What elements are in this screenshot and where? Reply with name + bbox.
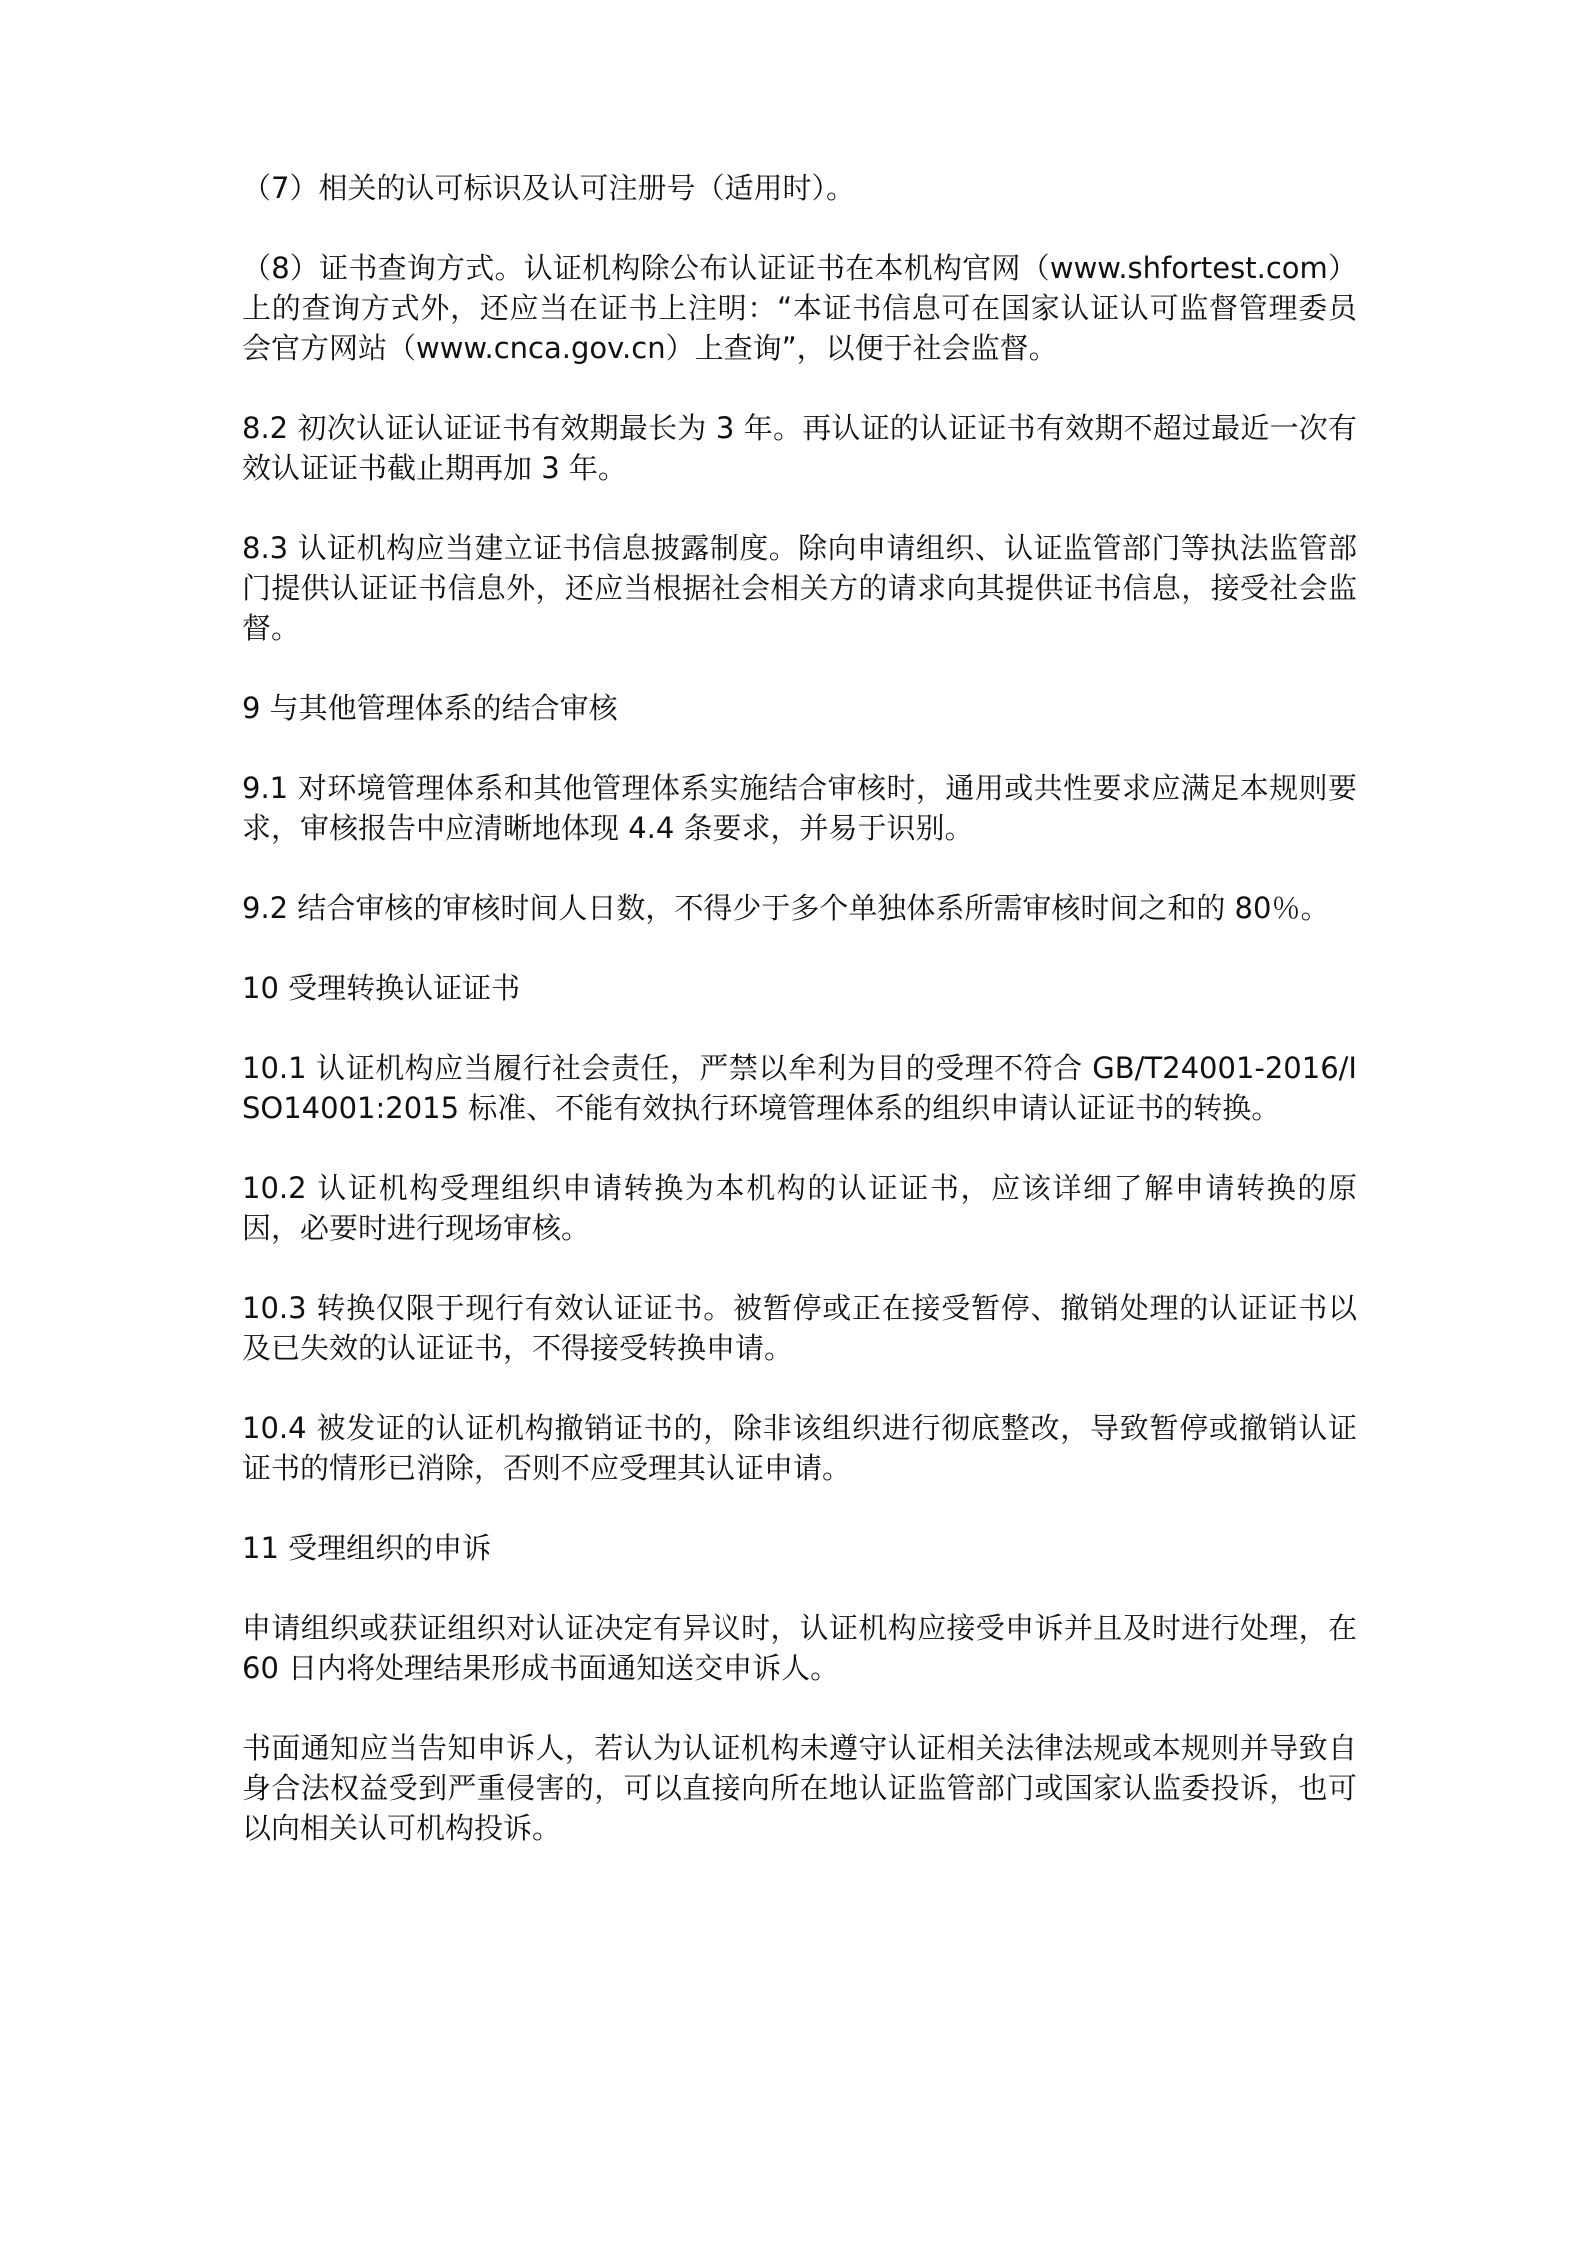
paragraph-10-2-transfer-reason: 10.2 认证机构受理组织申请转换为本机构的认证证书，应该详细了解申请转换的原因，必要时进行现场审核。 [242, 1171, 1357, 1245]
paragraph-11-appeal-handling: 申请组织或获证组织对认证决定有异议时，认证机构应接受申诉并且及时进行处理，在 60 日内将处理结果形成书面通知送交申诉人。 [242, 1611, 1357, 1685]
paragraph-10-1-responsibility: 10.1 认证机构应当履行社会责任，严禁以牟利为目的受理不符合 GB/T24001-2016/ISO14001:2015 标准、不能有效执行环境管理体系的组织申请认证证书的转换。 [242, 1051, 1357, 1125]
paragraph-9-1-combined-audit: 9.1 对环境管理体系和其他管理体系实施结合审核时，通用或共性要求应满足本规则要求，审核报告中应清晰地体现 4.4 条要求，并易于识别。 [242, 771, 1357, 845]
document-body [242, 168, 1357, 1888]
paragraph-10-3-valid-only: 10.3 转换仅限于现行有效认证证书。被暂停或正在接受暂停、撤销处理的认证证书以及已失效的认证证书，不得接受转换申请。 [242, 1291, 1357, 1365]
section-heading-9: 9 与其他管理体系的结合审核 [242, 691, 618, 725]
paragraph-7-accreditation-mark: （7）相关的认可标识及认可注册号（适用时）。 [242, 171, 855, 205]
section-heading-11: 11 受理组织的申诉 [242, 1531, 492, 1565]
paragraph-11-written-notice: 书面通知应当告知申诉人，若认为认证机构未遵守认证相关法律法规或本规则并导致自身合法权益受到严重侵害的，可以直接向所在地认证监管部门或国家认监委投诉，也可以向相关认可机构投诉。 [242, 1731, 1357, 1845]
paragraph-10-4-revoked: 10.4 被发证的认证机构撤销证书的，除非该组织进行彻底整改，导致暂停或撤销认证证书的情形已消除，否则不应受理其认证申请。 [242, 1411, 1357, 1485]
section-heading-10: 10 受理转换认证证书 [242, 971, 521, 1005]
paragraph-8-certificate-query: （8）证书查询方式。认证机构除公布认证证书在本机构官网（www.shfortest.com）上的查询方式外，还应当在证书上注明：“本证书信息可在国家认证认可监督管理委员会官方网站（www.cnca.gov.cn）上查询”，以便于社会监督。 [242, 251, 1357, 365]
paragraph-8-2-validity: 8.2 初次认证认证证书有效期最长为 3 年。再认证的认证证书有效期不超过最近一次有效认证证书截止期再加 3 年。 [242, 411, 1357, 485]
paragraph-9-2-audit-time: 9.2 结合审核的审核时间人日数，不得少于多个单独体系所需审核时间之和的 80％。 [242, 891, 1330, 925]
paragraph-8-3-disclosure: 8.3 认证机构应当建立证书信息披露制度。除向申请组织、认证监管部门等执法监管部门提供认证证书信息外，还应当根据社会相关方的请求向其提供证书信息，接受社会监督。 [242, 531, 1357, 645]
